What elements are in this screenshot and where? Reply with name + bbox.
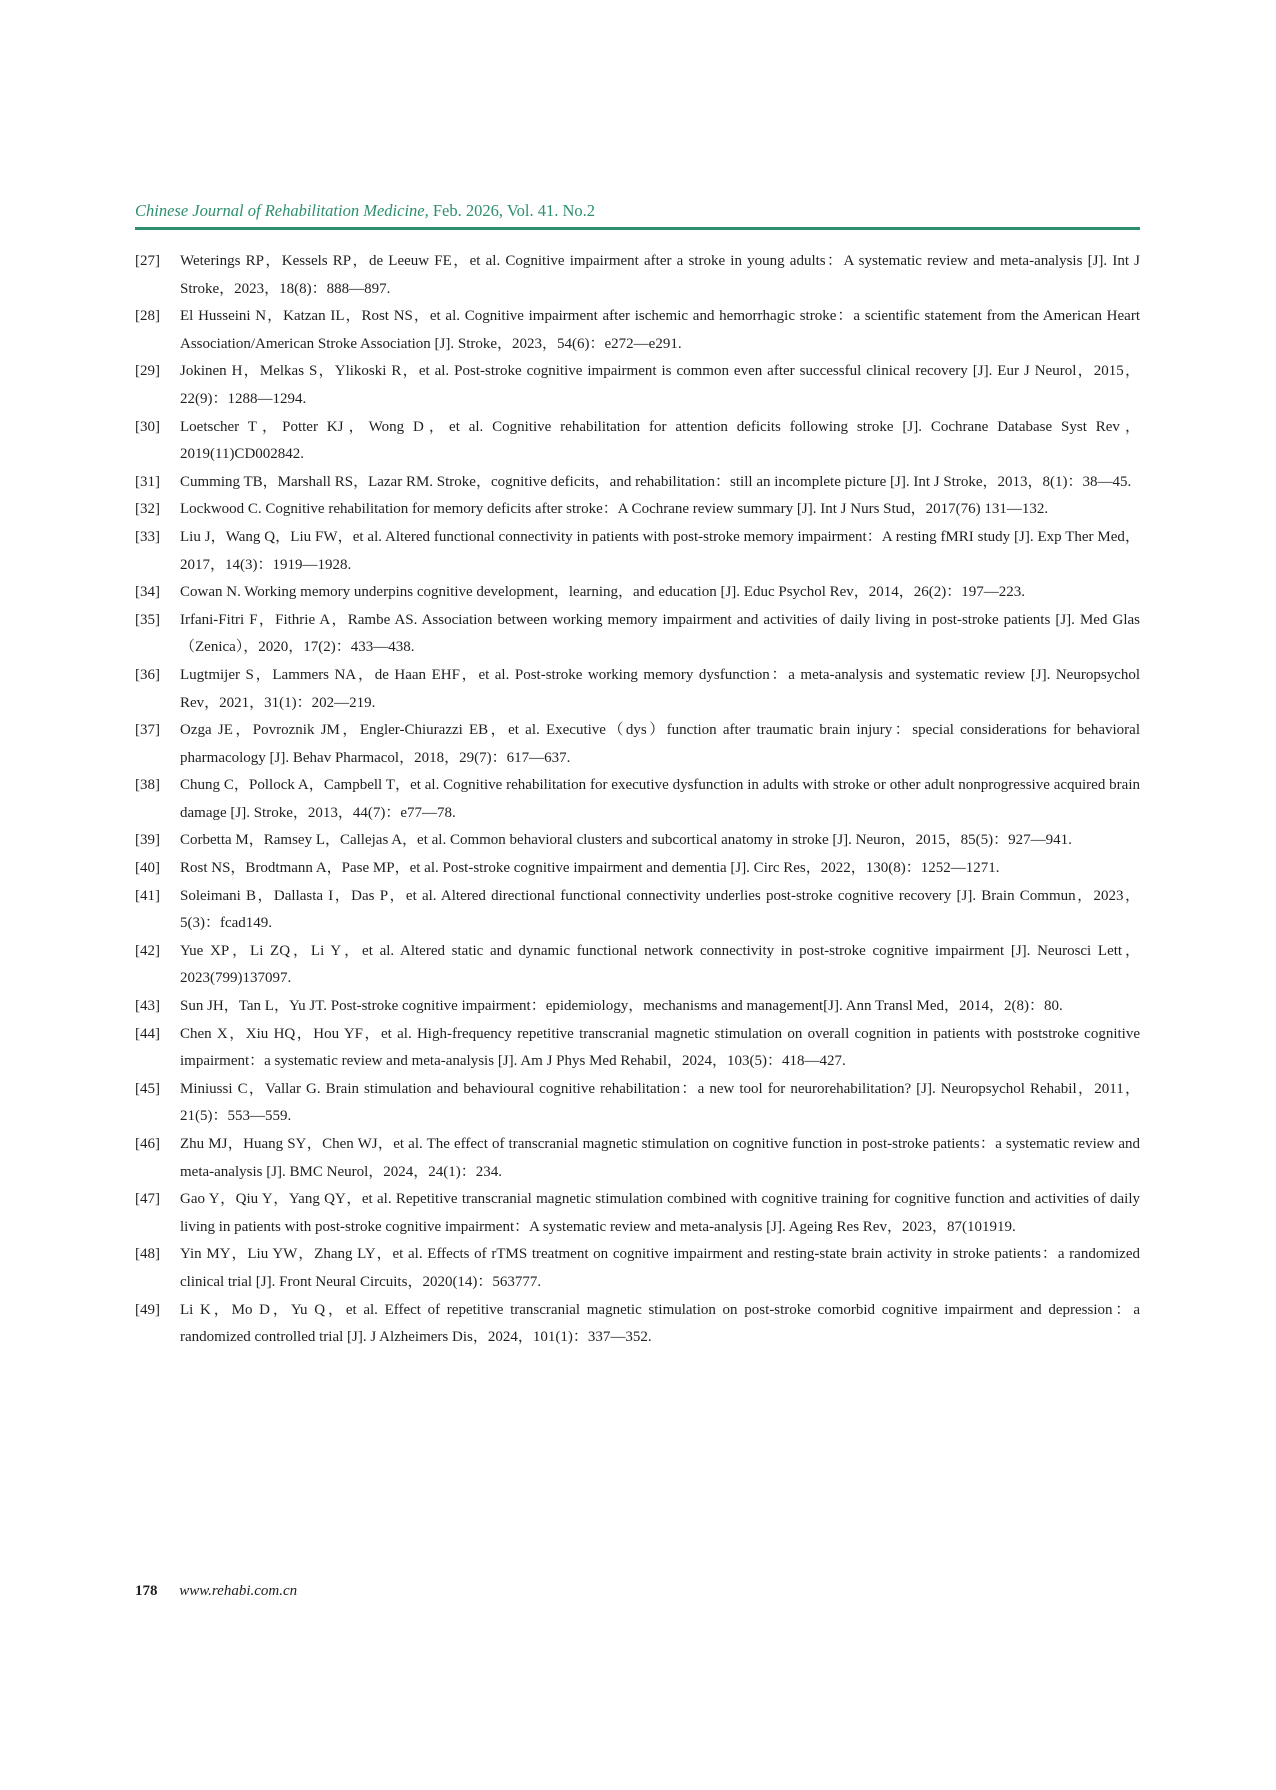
reference-number: [32]: [135, 501, 160, 518]
reference-number: [45]: [135, 1080, 160, 1097]
reference-text: Loetscher T，Potter KJ，Wong D，et al. Cognitive rehabilitation for attention deficits following stroke [J]. Cochrane Database Syst Rev，2019(11)CD002842.: [180, 418, 1140, 463]
reference-text: Jokinen H，Melkas S，Ylikoski R，et al. Post-stroke cognitive impairment is common even after successful clinical recovery [J]. Eur J Neurol，2015，22(9)：1288—1294.: [180, 363, 1140, 407]
reference-number: [42]: [135, 942, 160, 959]
reference-item: [135, 524, 1140, 579]
reference-number: [47]: [135, 1191, 160, 1208]
reference-item: [135, 1131, 1140, 1186]
reference-number: [28]: [135, 308, 160, 325]
reference-list: [135, 248, 1140, 1352]
page-footer: [135, 1583, 297, 1600]
reference-item: [135, 303, 1140, 358]
reference-text: Li K，Mo D，Yu Q，et al. Effect of repetitive transcranial magnetic stimulation on post-stroke comorbid cognitive impairment and depression：a randomized controlled trial [J]. J Alzheimers Dis，2024，101(1)：337—352.: [180, 1301, 1140, 1346]
reference-number: [49]: [135, 1301, 160, 1318]
reference-item: [135, 1076, 1140, 1131]
reference-number: [30]: [135, 418, 160, 435]
reference-item: [135, 607, 1140, 662]
reference-item: [135, 1021, 1140, 1076]
reference-item: [135, 414, 1140, 469]
reference-number: [39]: [135, 832, 160, 849]
reference-item: [135, 469, 1140, 497]
reference-item: [135, 1186, 1140, 1241]
reference-item: [135, 855, 1140, 883]
reference-text: Yue XP，Li ZQ，Li Y，et al. Altered static and dynamic functional network connectivity in post-stroke cognitive impairment [J]. Neurosci Lett，2023(799)137097.: [180, 942, 1140, 987]
reference-number: [48]: [135, 1246, 160, 1263]
reference-number: [27]: [135, 253, 160, 269]
reference-number: [33]: [135, 528, 160, 545]
reference-number: [43]: [135, 998, 160, 1015]
reference-item: [135, 496, 1140, 524]
reference-item: [135, 248, 1140, 303]
reference-number: [44]: [135, 1025, 160, 1042]
reference-item: [135, 938, 1140, 993]
reference-item: [135, 717, 1140, 772]
reference-text: Lockwood C. Cognitive rehabilitation for memory deficits after stroke：A Cochrane review summary [J]. Int J Nurs Stud，2017(76) 131—132.: [180, 501, 1049, 518]
reference-number: [31]: [135, 473, 160, 490]
journal-title: Chinese Journal of Rehabilitation Medicine,: [135, 201, 429, 220]
reference-text: Cowan N. Working memory underpins cognitive development，learning，and education [J]. Educ Psychol Rev，2014，26(2)：197—223.: [180, 584, 1026, 601]
reference-text: Yin MY，Liu YW，Zhang LY，et al. Effects of rTMS treatment on cognitive impairment and resting-state brain activity in stroke patients：a randomized clinical trial [J]. Front Neural Circuits，2020(14)：563777.: [180, 1246, 1140, 1290]
reference-number: [29]: [135, 363, 160, 380]
reference-number: [41]: [135, 887, 160, 904]
reference-item: [135, 358, 1140, 413]
reference-item: [135, 993, 1140, 1021]
reference-text: Lugtmijer S，Lammers NA，de Haan EHF，et al. Post-stroke working memory dysfunction：a meta-analysis and systematic review [J]. Neuropsychol Rev，2021，31(1)：202—219.: [180, 666, 1140, 711]
reference-text: Weterings RP，Kessels RP，de Leeuw FE，et al. Cognitive impairment after a stroke in young adults：A systematic review and meta-analysis [J]. Int J Stroke，2023，18(8)：888—897.: [180, 253, 1140, 297]
reference-text: Soleimani B，Dallasta I，Das P，et al. Altered directional functional connectivity underlies post-stroke cognitive recovery [J]. Brain Commun，2023，5(3)：fcad149.: [180, 887, 1140, 932]
running-header: [135, 201, 1140, 221]
reference-number: [36]: [135, 666, 160, 683]
reference-text: Chen X，Xiu HQ，Hou YF，et al. High-frequency repetitive transcranial magnetic stimulation on overall cognition in patients with poststroke cognitive impairment：a systematic review and meta-analysis [J]. Am J Phys Med Rehabil，2024，103(5)：418—427.: [180, 1025, 1140, 1070]
reference-item: [135, 579, 1140, 607]
journal-issue: Feb. 2026, Vol. 41. No.2: [428, 201, 595, 220]
reference-text: Gao Y，Qiu Y，Yang QY，et al. Repetitive transcranial magnetic stimulation combined with cognitive training for cognitive function and activities of daily living in patients with post-stroke cognitive impairment：A systematic review and meta-analysis [J]. Ageing Res Rev，2023，87(101919.: [180, 1191, 1140, 1235]
reference-number: [40]: [135, 860, 160, 877]
reference-text: Sun JH，Tan L，Yu JT. Post-stroke cognitive impairment：epidemiology，mechanisms and management[J]. Ann Transl Med，2014，2(8)：80.: [180, 998, 1063, 1015]
reference-text: Rost NS，Brodtmann A，Pase MP，et al. Post-stroke cognitive impairment and dementia [J]. Circ Res，2022，130(8)：1252—1271.: [180, 860, 1000, 877]
reference-item: [135, 662, 1140, 717]
reference-text: Corbetta M，Ramsey L，Callejas A，et al. Common behavioral clusters and subcortical anatomy in stroke [J]. Neuron，2015，85(5)：927—941.: [180, 832, 1072, 849]
reference-number: [34]: [135, 584, 160, 601]
reference-text: Liu J，Wang Q，Liu FW，et al. Altered functional connectivity in patients with post-stroke memory impairment：A resting fMRI study [J]. Exp Ther Med，2017，14(3)：1919—1928.: [180, 528, 1140, 573]
reference-item: [135, 827, 1140, 855]
header-rule: [135, 227, 1140, 230]
reference-number: [46]: [135, 1136, 160, 1152]
reference-item: [135, 1241, 1140, 1296]
reference-number: [35]: [135, 611, 160, 628]
reference-number: [37]: [135, 722, 160, 739]
reference-item: [135, 1297, 1140, 1352]
reference-item: [135, 883, 1140, 938]
reference-number: [38]: [135, 777, 160, 794]
reference-text: Cumming TB，Marshall RS，Lazar RM. Stroke，cognitive deficits，and rehabilitation：still an incomplete picture [J]. Int J Stroke，2013，8(1)：38—45.: [180, 473, 1132, 490]
reference-item: [135, 772, 1140, 827]
reference-text: Miniussi C，Vallar G. Brain stimulation and behavioural cognitive rehabilitation：a new tool for neurorehabilitation? [J]. Neuropsychol Rehabil，2011，21(5)：553—559.: [180, 1080, 1140, 1125]
reference-text: Ozga JE，Povroznik JM，Engler-Chiurazzi EB，et al. Executive（dys）function after traumatic brain injury：special considerations for behavioral pharmacology [J]. Behav Pharmacol，2018，29(7)：617—637.: [180, 722, 1140, 766]
footer-url[interactable]: www.rehabi.com.cn: [179, 1583, 298, 1599]
reference-text: El Husseini N，Katzan IL，Rost NS，et al. Cognitive impairment after ischemic and hemorrhagic stroke：a scientific statement from the American Heart Association/American Stroke Association [J]. Stroke，2023，54(6)：e272—e291.: [180, 308, 1140, 352]
reference-text: Chung C，Pollock A，Campbell T，et al. Cognitive rehabilitation for executive dysfunction in adults with stroke or other adult nonprogressive acquired brain damage [J]. Stroke，2013，44(7)：e77—78.: [180, 777, 1140, 821]
reference-text: Irfani-Fitri F，Fithrie A，Rambe AS. Association between working memory impairment and activities of daily living in post-stroke patients [J]. Med Glas（Zenica），2020，17(2)：433—438.: [180, 611, 1140, 656]
page-number: 178: [135, 1583, 158, 1599]
reference-text: Zhu MJ，Huang SY，Chen WJ，et al. The effect of transcranial magnetic stimulation on cognitive function in post-stroke patients：a systematic review and meta-analysis [J]. BMC Neurol，2024，24(1)：234.: [180, 1136, 1140, 1180]
